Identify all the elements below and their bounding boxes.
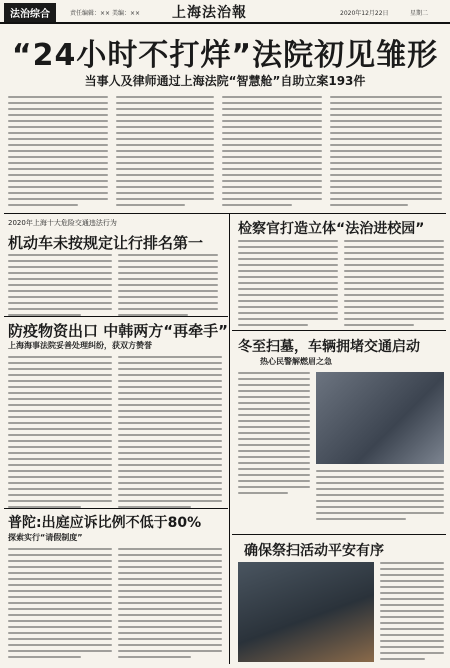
issue-date: 2020年12月22日 <box>340 10 389 17</box>
safety-photo <box>238 562 374 662</box>
lead-body-col2 <box>116 96 214 210</box>
divider-right-2 <box>232 534 446 535</box>
police-subtitle: 热心民警解燃眉之急 <box>260 357 332 366</box>
lead-body-col1 <box>8 96 108 210</box>
issue-day: 星期二 <box>410 10 429 17</box>
lead-subtitle: 当事人及律师通过上海法院“智慧舱”自助立案193件 <box>84 74 366 88</box>
court-headline: 普陀:出庭应诉比例不低于80% <box>8 515 202 531</box>
section-divider <box>4 213 446 214</box>
procuratorate-headline: 检察官打造立体“法治进校园” <box>238 221 425 237</box>
traffic-kicker: 2020年上海十大危险交通违法行为 <box>8 219 117 227</box>
safety-body <box>380 562 444 664</box>
divider-right-1 <box>232 330 446 331</box>
procuratorate-body-col1 <box>238 240 338 330</box>
police-body-col2 <box>316 470 444 524</box>
court-body-col1 <box>8 548 112 662</box>
epidemic-body-col2 <box>118 356 222 512</box>
epidemic-subtitle: 上海海事法院妥善处理纠纷，获双方赞誉 <box>8 341 152 350</box>
masthead: 上海法治報 <box>172 5 247 21</box>
section-tag: 法治综合 <box>4 3 56 22</box>
divider-left-2 <box>4 508 228 509</box>
lead-headline: “24小时不打烊”法院初见雏形 <box>11 38 439 73</box>
traffic-headline: 机动车未按规定让行排名第一 <box>8 234 204 252</box>
traffic-body-col1 <box>8 254 112 320</box>
traffic-body-col2 <box>118 254 218 320</box>
procuratorate-body-col2 <box>344 240 444 330</box>
divider-left-1 <box>4 316 228 317</box>
column-divider <box>229 214 230 664</box>
police-photo <box>316 372 444 464</box>
epidemic-headline: 防疫物资出口 中韩两方“再牵手” <box>8 322 228 340</box>
lead-body-col3 <box>222 96 322 210</box>
court-body-col2 <box>118 548 222 662</box>
header-info: 责任编辑：×× 美编：×× <box>70 10 141 17</box>
police-body-col1 <box>238 372 310 498</box>
safety-headline: 确保祭扫活动平安有序 <box>244 543 384 559</box>
court-subtitle: 探索实行“请假制度” <box>8 533 83 542</box>
police-headline: 冬至扫墓，车辆拥堵交通启动 <box>238 339 420 355</box>
lead-body-col4 <box>330 96 442 210</box>
epidemic-body-col1 <box>8 356 112 512</box>
